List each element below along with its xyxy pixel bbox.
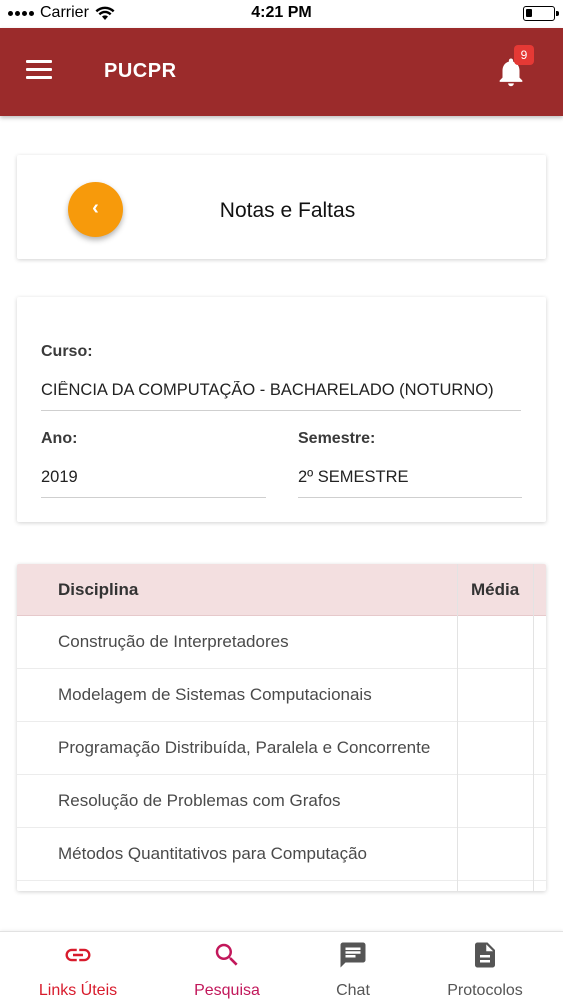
page-title-card — [17, 155, 546, 259]
nav-label: Chat — [336, 982, 370, 999]
curso-label: Curso: — [41, 343, 93, 360]
table-row[interactable] — [17, 828, 546, 881]
table-row[interactable] — [17, 669, 546, 722]
page-title: Notas e Faltas — [219, 199, 356, 222]
battery-icon — [523, 6, 555, 21]
app-title: PUCPR — [104, 60, 177, 82]
course-info-card — [17, 297, 546, 522]
table-row[interactable] — [17, 722, 546, 775]
nav-chat[interactable] — [283, 932, 423, 1000]
column-divider — [457, 564, 458, 891]
document-icon — [470, 940, 500, 970]
column-header-disciplina: Disciplina — [58, 580, 139, 599]
nav-protocolos[interactable] — [415, 932, 555, 1000]
ano-field[interactable]: 2019 — [41, 468, 266, 498]
disciplina-cell: Métodos Quantitativos para Computação — [58, 844, 368, 863]
carrier-label: Carrier — [40, 4, 89, 21]
nav-pesquisa[interactable] — [157, 932, 297, 1000]
link-icon — [63, 940, 93, 970]
table-row[interactable] — [17, 616, 546, 669]
table-header — [17, 564, 546, 616]
ano-label: Ano: — [41, 430, 78, 447]
nav-links-uteis[interactable] — [8, 932, 148, 1000]
nav-label: Protocolos — [447, 982, 523, 999]
curso-field[interactable]: CIÊNCIA DA COMPUTAÇÃO - BACHARELADO (NOTURNO) — [41, 381, 521, 411]
chat-icon — [338, 940, 368, 970]
app-header — [0, 28, 563, 116]
grades-table — [17, 564, 546, 891]
disciplina-cell: Resolução de Problemas com Grafos — [58, 791, 341, 810]
nav-label: Pesquisa — [194, 982, 260, 999]
menu-icon[interactable] — [26, 60, 52, 80]
nav-label: Links Úteis — [38, 982, 118, 999]
back-button[interactable]: ‹ — [68, 182, 123, 237]
column-divider — [533, 564, 534, 891]
bottom-nav — [0, 931, 563, 1000]
search-icon — [212, 940, 242, 970]
table-row[interactable] — [17, 775, 546, 828]
notification-badge: 9 — [514, 45, 534, 65]
semestre-field[interactable]: 2º SEMESTRE — [298, 468, 522, 498]
column-header-media: Média — [471, 580, 520, 599]
status-time: 4:21 PM — [251, 4, 312, 21]
disciplina-cell: Programação Distribuída, Paralela e Concorrente — [58, 738, 431, 757]
disciplina-cell: Modelagem de Sistemas Computacionais — [58, 685, 372, 704]
status-bar — [0, 0, 563, 28]
semestre-label: Semestre: — [298, 430, 376, 447]
disciplina-cell: Construção de Interpretadores — [58, 632, 289, 651]
